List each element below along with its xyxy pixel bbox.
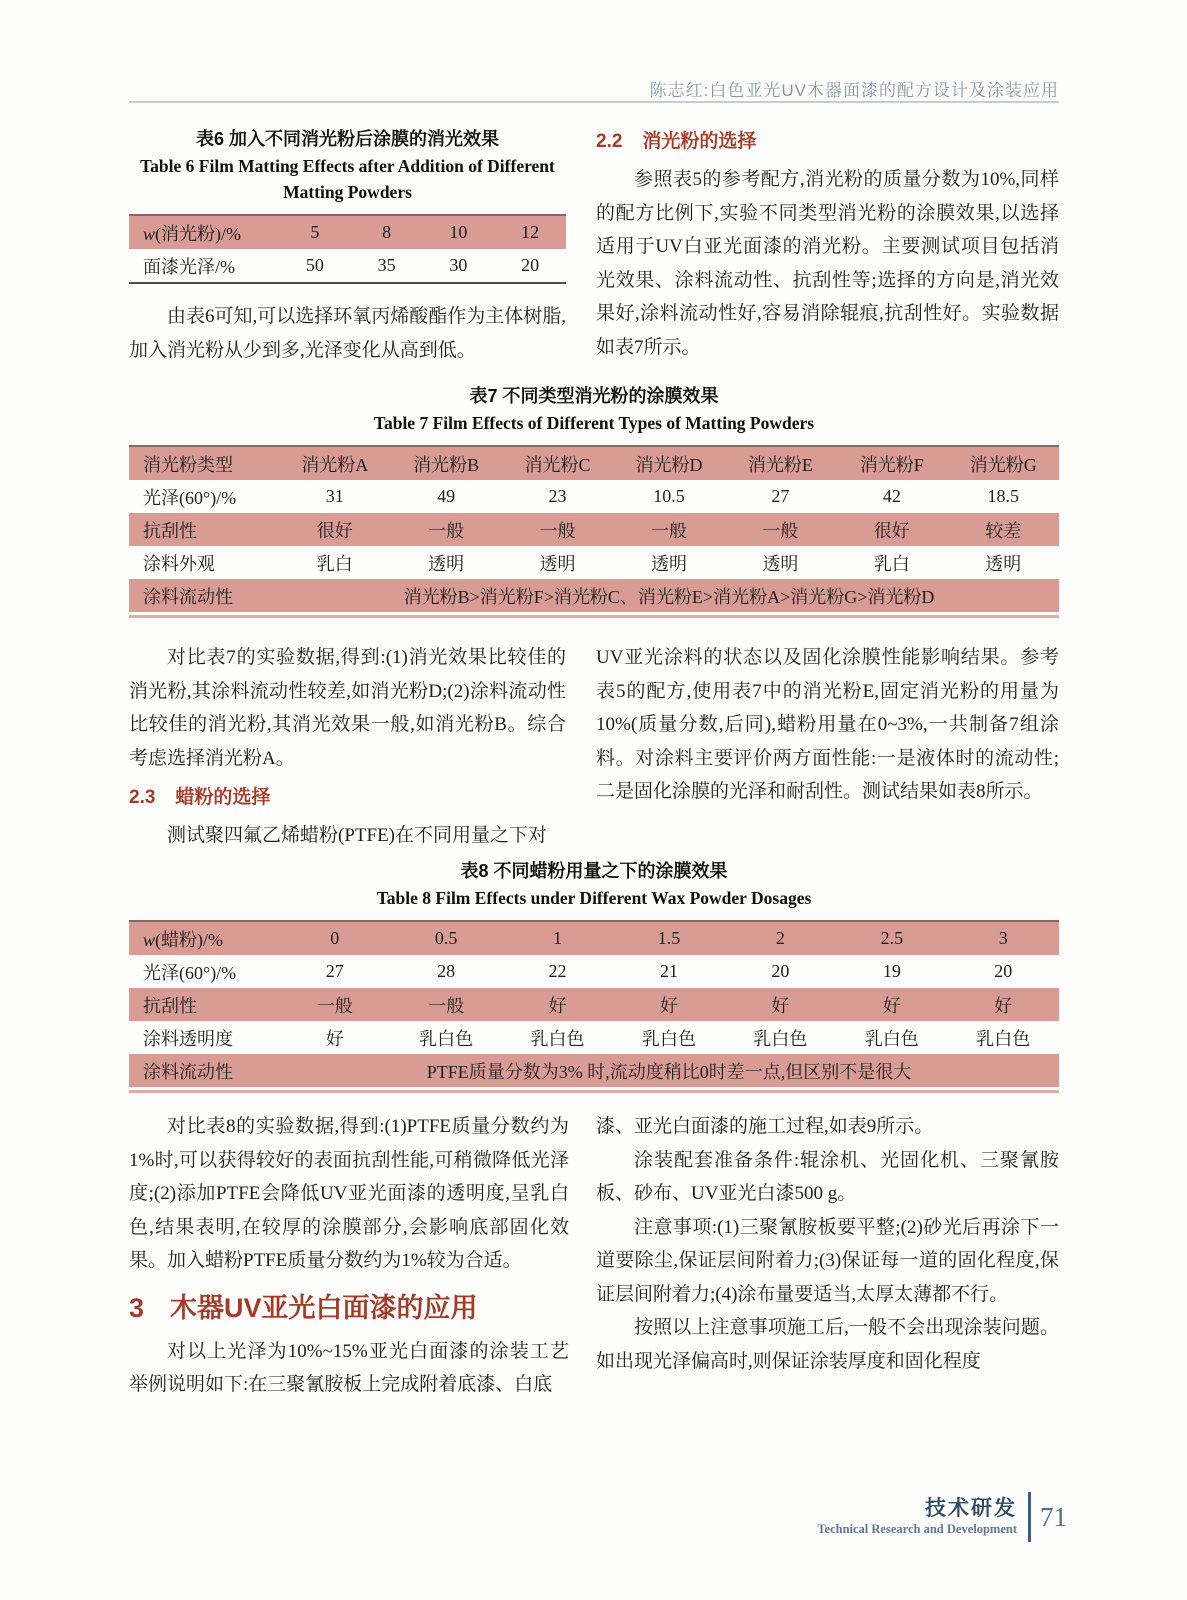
table6-grid [129,214,566,284]
value-cell: 20 [771,961,790,981]
value-cell: 50 [305,255,324,275]
application-cont-paragraph: 漆、亚光白面漆的施工过程,如表9所示。 [596,1116,934,1137]
value-cell: 消光粉E [747,454,813,475]
table-bottom-rule [129,1090,1059,1093]
table6-caption-en-line2: Matting Powders [283,182,412,202]
value-cell: 透明 [428,553,465,574]
value-cell: 乳白 [316,553,353,574]
value-cell: 一般 [539,520,576,541]
table-row [129,579,1059,612]
value-cell: 一般 [428,520,465,541]
value-cell: 消光粉F [859,454,924,475]
section-2-2-number: 2.2 [596,131,623,152]
value-cell: 透明 [650,553,687,574]
table8-caption-en: Table 8 Film Effects under Different Wax Powder Dosages [376,888,812,908]
value-cell: 27 [325,961,344,981]
value-cell: 好 [771,995,790,1016]
value-cell: 乳白 [873,553,910,574]
value-cell: 消光粉B>消光粉F>消光粉C、消光粉E>消光粉A>消光粉G>消光粉D [403,586,935,607]
table7-block [129,383,1059,618]
row-label-cell: 光泽(60°)/% [143,487,237,508]
table-row [129,1021,1059,1054]
after-table7-right-block [596,641,1059,809]
table6-container [129,214,566,284]
section-2-3-number: 2.3 [129,787,156,808]
value-cell: 好 [994,995,1013,1016]
value-cell: 乳白色 [530,1028,585,1049]
row-label-cell: 抗刮性 [143,520,197,541]
value-cell: 很好 [316,520,353,541]
value-cell: 消光粉B [413,454,480,475]
page-footer [817,1492,1067,1542]
value-cell: 一般 [316,995,353,1016]
footer-divider-bar [1028,1492,1031,1542]
value-cell: 乳白色 [753,1028,808,1049]
value-cell: 较差 [985,520,1022,541]
value-cell: 2.5 [880,928,904,948]
value-cell: 0.5 [434,928,458,948]
value-cell: 10 [449,222,468,242]
value-cell: 一般 [428,995,465,1016]
value-cell: 乳白色 [976,1028,1031,1049]
section-2-3-paragraph-right: UV亚光涂料的状态以及固化涂膜性能影响结果。参考表5的配方,使用表7中的消光粉E,固定消光粉的用量为10%(质量分数,后同),蜡粉用量在0~3%,一共制备7组涂料。对涂料主要评价两方面性能:一是液体时的流动性;二是固化涂膜的光泽和耐刮性。测试结果如表8所示。 [596,647,1059,802]
value-cell: 好 [659,995,678,1016]
row-label-cell: w(消光粉)/% [143,223,241,244]
value-cell: 21 [659,961,678,981]
table-row [129,446,1059,480]
table-row [129,513,1059,546]
section-2-2-title: 消光粉的选择 [642,131,757,152]
row-label-cell: 涂料流动性 [143,1061,233,1082]
row-label-cell: 消光粉类型 [143,454,233,475]
value-cell: 消光粉D [635,454,703,475]
table7-caption-zh: 表7 不同类型消光粉的涂膜效果 [469,386,719,406]
running-head: 陈志红:白色亚光UV木器面漆的配方设计及涂装应用 [649,81,1059,100]
table6-caption-zh: 表6 加入不同消光粉后涂膜的消光效果 [195,129,499,149]
value-cell: 28 [437,961,456,981]
table6-caption-en-line1: Table 6 Film Matting Effects after Addition of Different [140,156,555,176]
row-label-cell: 抗刮性 [143,995,197,1016]
row-label-cell: 涂料流动性 [143,586,233,607]
after-table8-paragraph: 对比表8的实验数据,得到:(1)PTFE质量分数约为1%时,可以获得较好的表面抗刮性能,可稍微降低光泽度;(2)添加PTFE会降低UV亚光面漆的透明度,呈乳白色,结果表明,在较厚的涂膜部分,会影响底部固化效果。加入蜡粉PTFE质量分数约为1%较为合适。 [129,1116,569,1271]
value-cell: 3 [998,928,1008,948]
after-table7-paragraph: 对比表7的实验数据,得到:(1)消光效果比较佳的消光粉,其涂料流动性较差,如消光粉D;(2)涂料流动性比较佳的消光粉,其消光效果一般,如消光粉B。综合考虑选择消光粉A。 [129,647,566,769]
value-cell: 27 [771,486,790,506]
table8-caption-zh: 表8 不同蜡粉用量之下的涂膜效果 [460,861,728,881]
table-row [129,988,1059,1021]
section-2-2-paragraph: 参照表5的参考配方,消光粉的质量分数为10%,同样的配方比例下,实验不同类型消光粉的涂膜效果,以选择适用于UV白亚光面漆的消光粉。主要测试项目包括消光效果、涂料流动性、抗刮性等;选择的方向是,消光效果好,涂料流动性好,容易消除辊痕,抗刮性好。实验数据如表7所示。 [596,169,1059,358]
value-cell: 乳白色 [864,1028,919,1049]
section-2-3-heading [129,785,566,811]
value-cell: 乳白色 [419,1028,474,1049]
value-cell: 透明 [762,553,799,574]
table-row [129,249,566,283]
table-row [129,1054,1059,1087]
value-cell: 10.5 [653,486,685,506]
row-label-cell: 涂料透明度 [143,1028,233,1049]
value-cell: 20 [521,255,540,275]
row-label-cell: w(蜡粉)/% [143,929,223,950]
table8-block [129,858,1059,1093]
value-cell: 一般 [762,520,799,541]
value-cell: 很好 [873,520,910,541]
section-2-2-heading [596,129,1059,155]
application-prep-paragraph: 涂装配套准备条件:辊涂机、光固化机、三聚氰胺板、砂布、UV亚光白漆500 g。 [596,1149,1059,1204]
row-label-cell: 面漆光泽/% [143,256,235,277]
value-cell: 19 [882,961,901,981]
value-cell: 42 [882,486,901,506]
value-cell: 20 [994,961,1013,981]
value-cell: 乳白色 [641,1028,696,1049]
table-row [129,955,1059,988]
value-cell: 一般 [650,520,687,541]
table-row [129,215,566,249]
value-cell: 透明 [539,553,576,574]
after-table8-right-block [596,1110,1059,1378]
table7-container [129,445,1059,618]
value-cell: 12 [521,222,540,242]
value-cell: 35 [377,255,396,275]
value-cell: PTFE质量分数为3% 时,流动度稍比0时差一点,但区别不是很大 [426,1061,912,1082]
value-cell: 消光粉G [969,454,1037,475]
value-cell: 49 [437,486,456,506]
value-cell: 好 [325,1028,344,1049]
value-cell: 31 [325,486,344,506]
footer-section-en: Technical Research and Development [817,1522,1017,1536]
value-cell: 1.5 [657,928,681,948]
value-cell: 5 [310,222,320,242]
section-2-3-title: 蜡粉的选择 [175,787,271,808]
section-3-heading [129,1290,569,1326]
section-3-number: 3 [129,1292,145,1323]
application-notes-paragraph: 注意事项:(1)三聚氰胺板要平整;(2)砂光后再涂下一道要除尘,保证层间附着力;(3)保证每一道的固化程度,保证层间附着力;(4)涂布量要适当,太厚太薄都不行。 [596,1216,1059,1305]
table-bottom-rule [129,615,1059,618]
section-2-3-paragraph-left: 测试聚四氟乙烯蜡粉(PTFE)在不同用量之下对 [167,825,548,846]
table6-note-paragraph: 由表6可知,可以选择环氧丙烯酸酯作为主体树脂,加入消光粉从少到多,光泽变化从高到低。 [129,306,567,361]
value-cell: 2 [775,928,785,948]
page-number: 71 [1040,1501,1067,1532]
value-cell: 18.5 [987,486,1020,506]
after-table7-left-block [129,641,566,853]
table8-grid [129,920,1059,1087]
table7-grid [129,445,1059,612]
value-cell: 1 [553,928,563,948]
value-cell: 23 [548,486,567,506]
value-cell: 0 [330,928,340,948]
section-3-title: 木器UV亚光白面漆的应用 [170,1292,478,1323]
value-cell: 消光粉C [524,454,591,475]
row-label-cell: 光泽(60°)/% [143,962,237,983]
table8-container [129,920,1059,1093]
value-cell: 好 [548,995,567,1016]
table-row [129,480,1059,513]
table6-block [129,126,566,367]
after-table8-left-block [129,1110,569,1402]
value-cell: 好 [882,995,901,1016]
value-cell: 30 [449,255,468,275]
application-result-paragraph: 按照以上注意事项施工后,一般不会出现涂装问题。如出现光泽偏高时,则保证涂装厚度和固化程度 [596,1317,1059,1372]
header-rule [129,101,1059,103]
section-3-paragraph-left: 对以上光泽为10%~15%亚光白面漆的涂装工艺举例说明如下:在三聚氰胺板上完成附着底漆、白底 [129,1340,569,1395]
value-cell: 8 [382,222,392,242]
value-cell: 透明 [985,553,1022,574]
table-row [129,546,1059,579]
section-2-2-block [596,129,1059,364]
value-cell: 消光粉A [301,454,369,475]
footer-section-zh: 技术研发 [925,1497,1017,1520]
row-label-cell: 涂料外观 [143,553,215,574]
table-row [129,921,1059,955]
footer-section-labels [817,1497,1017,1537]
table7-caption-en: Table 7 Film Effects of Different Types of Matting Powders [373,413,815,433]
value-cell: 22 [548,961,567,981]
